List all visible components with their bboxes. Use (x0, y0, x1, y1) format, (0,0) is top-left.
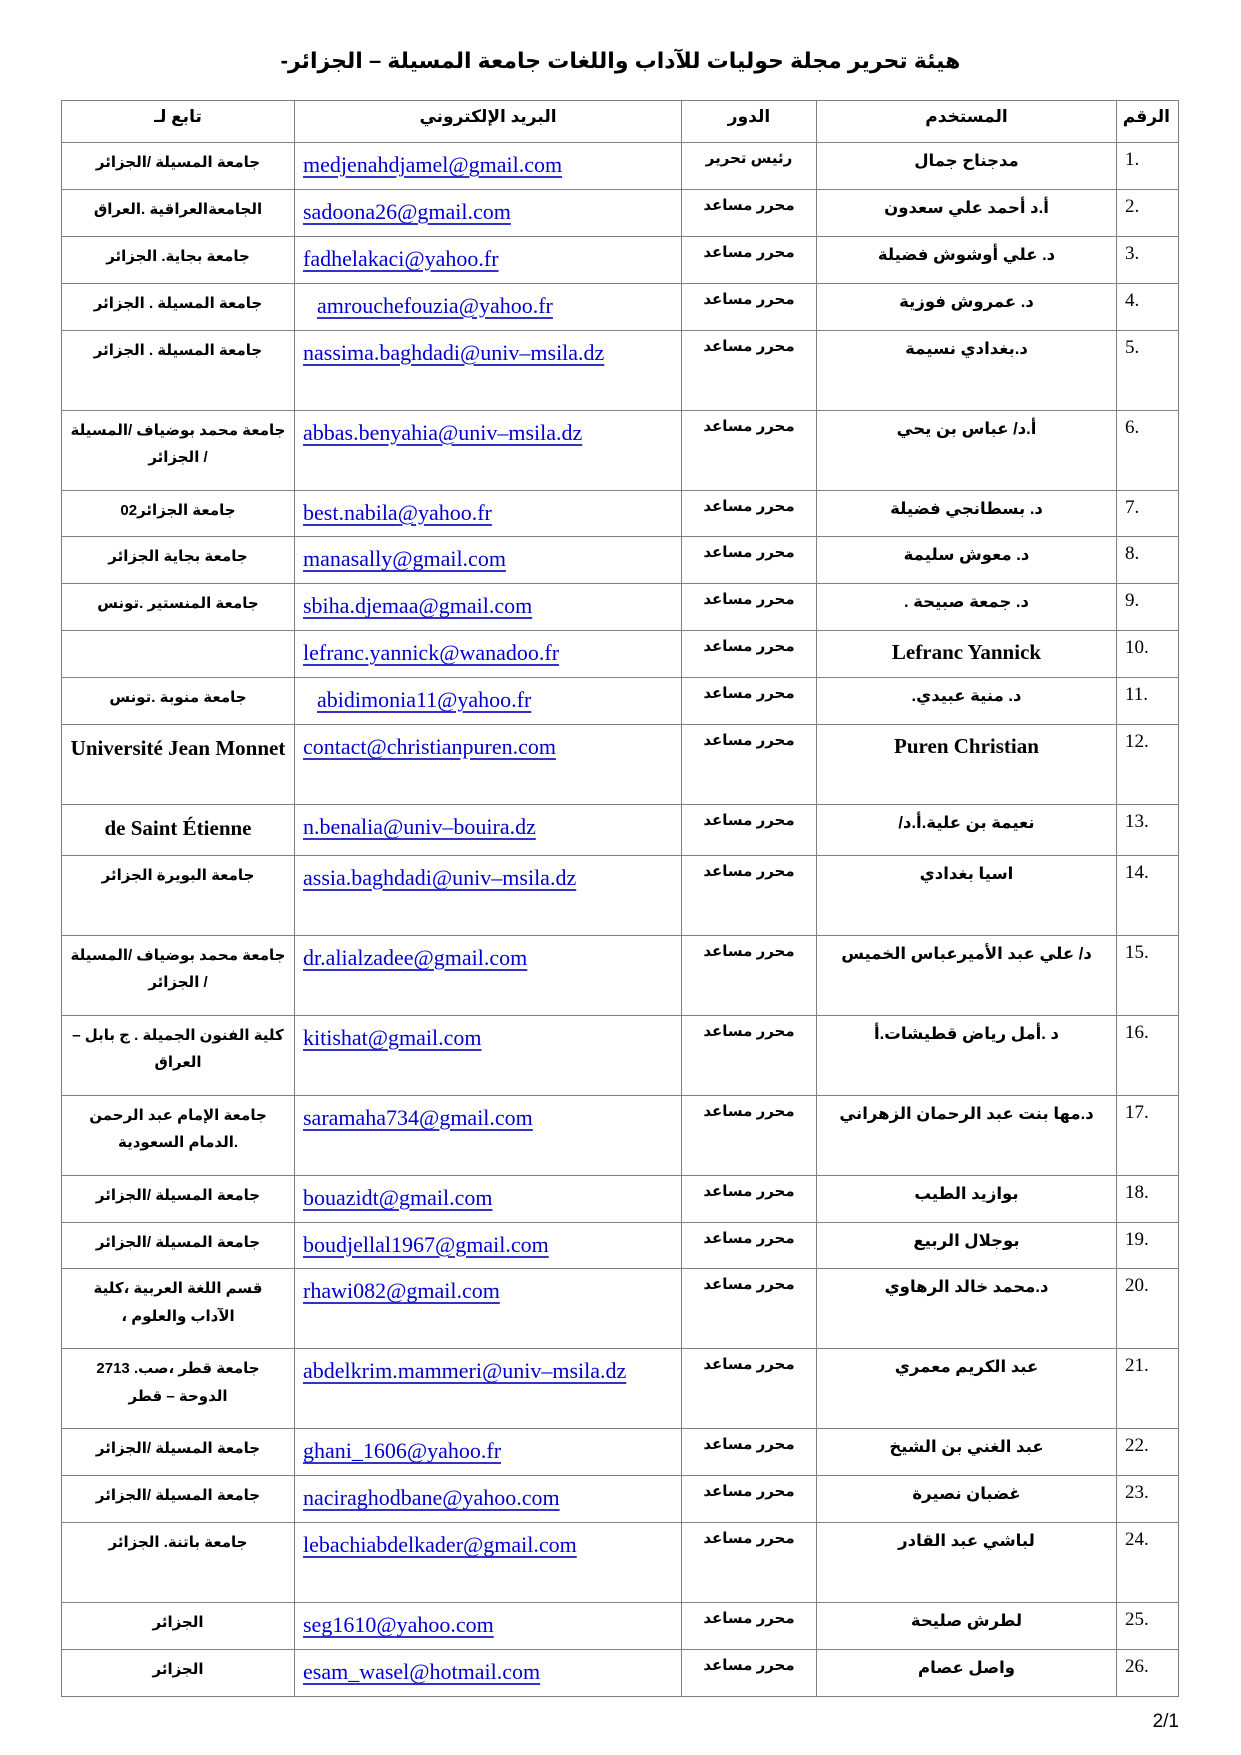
member-affiliation: جامعة منوبة .تونس (62, 678, 295, 725)
email-link[interactable]: assia.baghdadi@univ–msila.dz (303, 864, 577, 890)
member-role: محرر مساعد (682, 855, 817, 935)
table-row (62, 584, 1179, 631)
member-role: محرر مساعد (682, 1095, 817, 1175)
row-number: 7. (1117, 490, 1179, 537)
table-header-row (62, 101, 1179, 143)
member-name: د.بغدادي نسيمة (817, 330, 1117, 410)
row-number: 24. (1117, 1523, 1179, 1603)
row-number: 17. (1117, 1095, 1179, 1175)
member-affiliation: de Saint Étienne (62, 805, 295, 856)
table-row (62, 678, 1179, 725)
row-number: 25. (1117, 1603, 1179, 1650)
table-row (62, 1095, 1179, 1175)
column-header-user: المستخدم (817, 101, 1117, 143)
email-link[interactable]: nassima.baghdadi@univ–msila.dz (303, 339, 605, 365)
email-link[interactable]: abdelkrim.mammeri@univ–msila.dz (303, 1358, 627, 1384)
member-role: محرر مساعد (682, 1429, 817, 1476)
member-affiliation: جامعة المنستير .تونس (62, 584, 295, 631)
column-header-affiliation: تابع لـ (62, 101, 295, 143)
member-name: د/ علي عبد الأميرعباس الخميس (817, 935, 1117, 1015)
editorial-board-table (61, 100, 1179, 1697)
member-affiliation: جامعة المسيلة /الجزائر (62, 1476, 295, 1523)
member-email-cell (295, 1349, 682, 1429)
member-role: محرر مساعد (682, 490, 817, 537)
member-email-cell (295, 584, 682, 631)
email-link[interactable]: dr.alialzadee@gmail.com (303, 944, 528, 970)
member-email-cell (295, 1015, 682, 1095)
email-link[interactable]: kitishat@gmail.com (303, 1024, 482, 1050)
email-link[interactable]: contact@christianpuren.com (303, 734, 556, 760)
member-affiliation: جامعة المسيلة /الجزائر (62, 1222, 295, 1269)
column-header-role: الدور (682, 101, 817, 143)
table-row (62, 236, 1179, 283)
row-number: 19. (1117, 1222, 1179, 1269)
member-role: محرر مساعد (682, 1269, 817, 1349)
member-affiliation: الجزائر (62, 1650, 295, 1697)
email-link[interactable]: bouazidt@gmail.com (303, 1184, 493, 1210)
member-email-cell (295, 1175, 682, 1222)
table-row (62, 330, 1179, 410)
table-row (62, 283, 1179, 330)
member-name: لباشي عبد القادر (817, 1523, 1117, 1603)
member-role: محرر مساعد (682, 584, 817, 631)
table-row (62, 1476, 1179, 1523)
email-link[interactable]: boudjellal1967@gmail.com (303, 1231, 549, 1257)
member-role: محرر مساعد (682, 236, 817, 283)
table-row (62, 1349, 1179, 1429)
member-email-cell (295, 1222, 682, 1269)
member-name: واصل عصام (817, 1650, 1117, 1697)
email-link[interactable]: sadoona26@gmail.com (303, 198, 511, 224)
member-name: د. علي أوشوش فضيلة (817, 236, 1117, 283)
table-row (62, 1603, 1179, 1650)
table-row (62, 189, 1179, 236)
table-row (62, 490, 1179, 537)
email-link[interactable]: abbas.benyahia@univ–msila.dz (303, 419, 583, 445)
member-role: محرر مساعد (682, 189, 817, 236)
member-affiliation: جامعة المسيلة /الجزائر (62, 1429, 295, 1476)
email-link[interactable]: seg1610@yahoo.com (303, 1612, 494, 1638)
member-email-cell (295, 678, 682, 725)
email-link[interactable]: esam_wasel@hotmail.com (303, 1659, 541, 1685)
member-role: محرر مساعد (682, 1015, 817, 1095)
member-name: د. بسطانجي فضيلة (817, 490, 1117, 537)
email-link[interactable]: saramaha734@gmail.com (303, 1104, 533, 1130)
page-title: هيئة تحرير مجلة حوليات للآداب واللغات جامعة المسيلة – الجزائر- (280, 48, 961, 73)
member-affiliation: جامعة بجاية الجزائر (62, 537, 295, 584)
row-number: 9. (1117, 584, 1179, 631)
member-name: بوجلال الربيع (817, 1222, 1117, 1269)
row-number: 6. (1117, 410, 1179, 490)
member-name: Puren Christian (817, 725, 1117, 805)
table-row (62, 935, 1179, 1015)
member-affiliation: جامعة المسيلة . الجزائر (62, 283, 295, 330)
row-number: 3. (1117, 236, 1179, 283)
member-role: محرر مساعد (682, 1222, 817, 1269)
member-email-cell (295, 283, 682, 330)
table-row (62, 1429, 1179, 1476)
member-affiliation: جامعة بجاية. الجزائر (62, 236, 295, 283)
member-email-cell (295, 855, 682, 935)
row-number: 20. (1117, 1269, 1179, 1349)
member-email-cell (295, 1095, 682, 1175)
member-email-cell (295, 1523, 682, 1603)
member-affiliation: جامعة قطر ،صب. 2713 الدوحة – قطر (62, 1349, 295, 1429)
member-email-cell (295, 143, 682, 190)
member-name: د. عمروش فوزية (817, 283, 1117, 330)
member-affiliation: جامعة محمد بوضياف /المسيلة / الجزائر (62, 410, 295, 490)
member-email-cell (295, 1650, 682, 1697)
member-role: محرر مساعد (682, 935, 817, 1015)
member-role: محرر مساعد (682, 1175, 817, 1222)
member-affiliation: جامعة الإمام عبد الرحمن .الدمام السعودية (62, 1095, 295, 1175)
member-affiliation: الجزائر (62, 1603, 295, 1650)
table-row (62, 725, 1179, 805)
row-number: 1. (1117, 143, 1179, 190)
member-affiliation: جامعة المسيلة /الجزائر (62, 1175, 295, 1222)
member-role: محرر مساعد (682, 631, 817, 678)
member-email-cell (295, 490, 682, 537)
member-email-cell (295, 935, 682, 1015)
row-number: 4. (1117, 283, 1179, 330)
member-affiliation: جامعة باتنة. الجزائر (62, 1523, 295, 1603)
table-row (62, 1269, 1179, 1349)
email-link[interactable]: n.benalia@univ–bouira.dz (303, 814, 536, 840)
member-affiliation: جامعة البويرة الجزائر (62, 855, 295, 935)
row-number: 26. (1117, 1650, 1179, 1697)
member-affiliation: جامعة الجزائر02 (62, 490, 295, 537)
row-number: 16. (1117, 1015, 1179, 1095)
member-role: محرر مساعد (682, 1349, 817, 1429)
member-email-cell (295, 189, 682, 236)
member-name: اسيا بغدادي (817, 855, 1117, 935)
email-link[interactable]: naciraghodbane@yahoo.com (303, 1485, 560, 1511)
member-email-cell (295, 410, 682, 490)
row-number: 12. (1117, 725, 1179, 805)
member-name: مدجناح جمال (817, 143, 1117, 190)
row-number: 18. (1117, 1175, 1179, 1222)
table-row (62, 1650, 1179, 1697)
member-role: محرر مساعد (682, 725, 817, 805)
table-row (62, 631, 1179, 678)
email-link[interactable]: abidimonia11@yahoo.fr (317, 687, 532, 713)
table-row (62, 143, 1179, 190)
row-number: 14. (1117, 855, 1179, 935)
member-role: محرر مساعد (682, 1603, 817, 1650)
member-email-cell (295, 537, 682, 584)
member-affiliation: الجامعةالعراقية .العراق (62, 189, 295, 236)
row-number: 8. (1117, 537, 1179, 584)
email-link[interactable]: lefranc.yannick@wanadoo.fr (303, 640, 560, 666)
member-name: نعيمة بن علية.أ.د/ (817, 805, 1117, 856)
member-email-cell (295, 1476, 682, 1523)
email-link[interactable]: best.nabila@yahoo.fr (303, 499, 492, 525)
member-name: د. منية عبيدي. (817, 678, 1117, 725)
member-role: محرر مساعد (682, 1476, 817, 1523)
member-email-cell (295, 1429, 682, 1476)
email-link[interactable]: amrouchefouzia@yahoo.fr (317, 292, 553, 318)
row-number: 15. (1117, 935, 1179, 1015)
member-affiliation (62, 631, 295, 678)
member-role: محرر مساعد (682, 283, 817, 330)
email-link[interactable]: medjenahdjamel@gmail.com (303, 152, 563, 177)
row-number: 2. (1117, 189, 1179, 236)
member-name: د.مها بنت عبد الرحمان الزهراني (817, 1095, 1117, 1175)
member-name: د. جمعة صبيحة . (817, 584, 1117, 631)
column-header-number: الرقم (1117, 101, 1179, 143)
row-number: 21. (1117, 1349, 1179, 1429)
member-role: محرر مساعد (682, 1523, 817, 1603)
member-email-cell (295, 236, 682, 283)
table-body (62, 143, 1179, 1697)
member-affiliation: جامعة محمد بوضياف /المسيلة / الجزائر (62, 935, 295, 1015)
email-link[interactable]: lebachiabdelkader@gmail.com (303, 1532, 577, 1558)
member-name: Lefranc Yannick (817, 631, 1117, 678)
member-role: محرر مساعد (682, 678, 817, 725)
member-email-cell (295, 1269, 682, 1349)
member-name: عبد الكريم معمري (817, 1349, 1117, 1429)
email-link[interactable]: fadhelakaci@yahoo.fr (303, 245, 499, 271)
table-row (62, 410, 1179, 490)
member-email-cell (295, 330, 682, 410)
member-email-cell (295, 725, 682, 805)
row-number: 10. (1117, 631, 1179, 678)
member-name: د.محمد خالد الرهاوي (817, 1269, 1117, 1349)
page-number: 2/1 (1152, 1711, 1179, 1732)
row-number: 23. (1117, 1476, 1179, 1523)
email-link[interactable]: sbiha.djemaa@gmail.com (303, 593, 533, 619)
email-link[interactable]: manasally@gmail.com (303, 546, 506, 572)
member-role: محرر مساعد (682, 410, 817, 490)
table-row (62, 1015, 1179, 1095)
column-header-email: البريد الإلكتروني (295, 101, 682, 143)
member-name: غضبان نصيرة (817, 1476, 1117, 1523)
member-role: رئيس تحرير (682, 143, 817, 190)
member-affiliation: قسم اللغة العربية ،كلية الآداب والعلوم ، (62, 1269, 295, 1349)
member-role: محرر مساعد (682, 805, 817, 856)
row-number: 13. (1117, 805, 1179, 856)
member-affiliation: كلية الفنون الجميلة . ج بابل – العراق (62, 1015, 295, 1095)
member-role: محرر مساعد (682, 330, 817, 410)
table-row (62, 805, 1179, 856)
member-role: محرر مساعد (682, 1650, 817, 1697)
table-row (62, 1175, 1179, 1222)
email-link[interactable]: rhawi082@gmail.com (303, 1278, 500, 1304)
member-email-cell (295, 805, 682, 856)
member-name: عبد الغني بن الشيخ (817, 1429, 1117, 1476)
member-email-cell (295, 631, 682, 678)
email-link[interactable]: ghani_1606@yahoo.fr (303, 1438, 502, 1464)
table-row (62, 537, 1179, 584)
member-affiliation: جامعة المسيلة . الجزائر (62, 330, 295, 410)
member-affiliation: Université Jean Monnet (62, 725, 295, 805)
table-row (62, 1523, 1179, 1603)
row-number: 22. (1117, 1429, 1179, 1476)
member-name: د. معوش سليمة (817, 537, 1117, 584)
table-row (62, 855, 1179, 935)
table-row (62, 1222, 1179, 1269)
row-number: 11. (1117, 678, 1179, 725)
member-role: محرر مساعد (682, 537, 817, 584)
member-affiliation: جامعة المسيلة /الجزائر (62, 143, 295, 190)
member-name: د .أمل رياض قطيشات.أ (817, 1015, 1117, 1095)
member-name: أ.د أحمد علي سعدون (817, 189, 1117, 236)
member-name: بوازيد الطيب (817, 1175, 1117, 1222)
member-name: أ.د/ عباس بن يحي (817, 410, 1117, 490)
member-email-cell (295, 1603, 682, 1650)
member-name: لطرش صليحة (817, 1603, 1117, 1650)
row-number: 5. (1117, 330, 1179, 410)
